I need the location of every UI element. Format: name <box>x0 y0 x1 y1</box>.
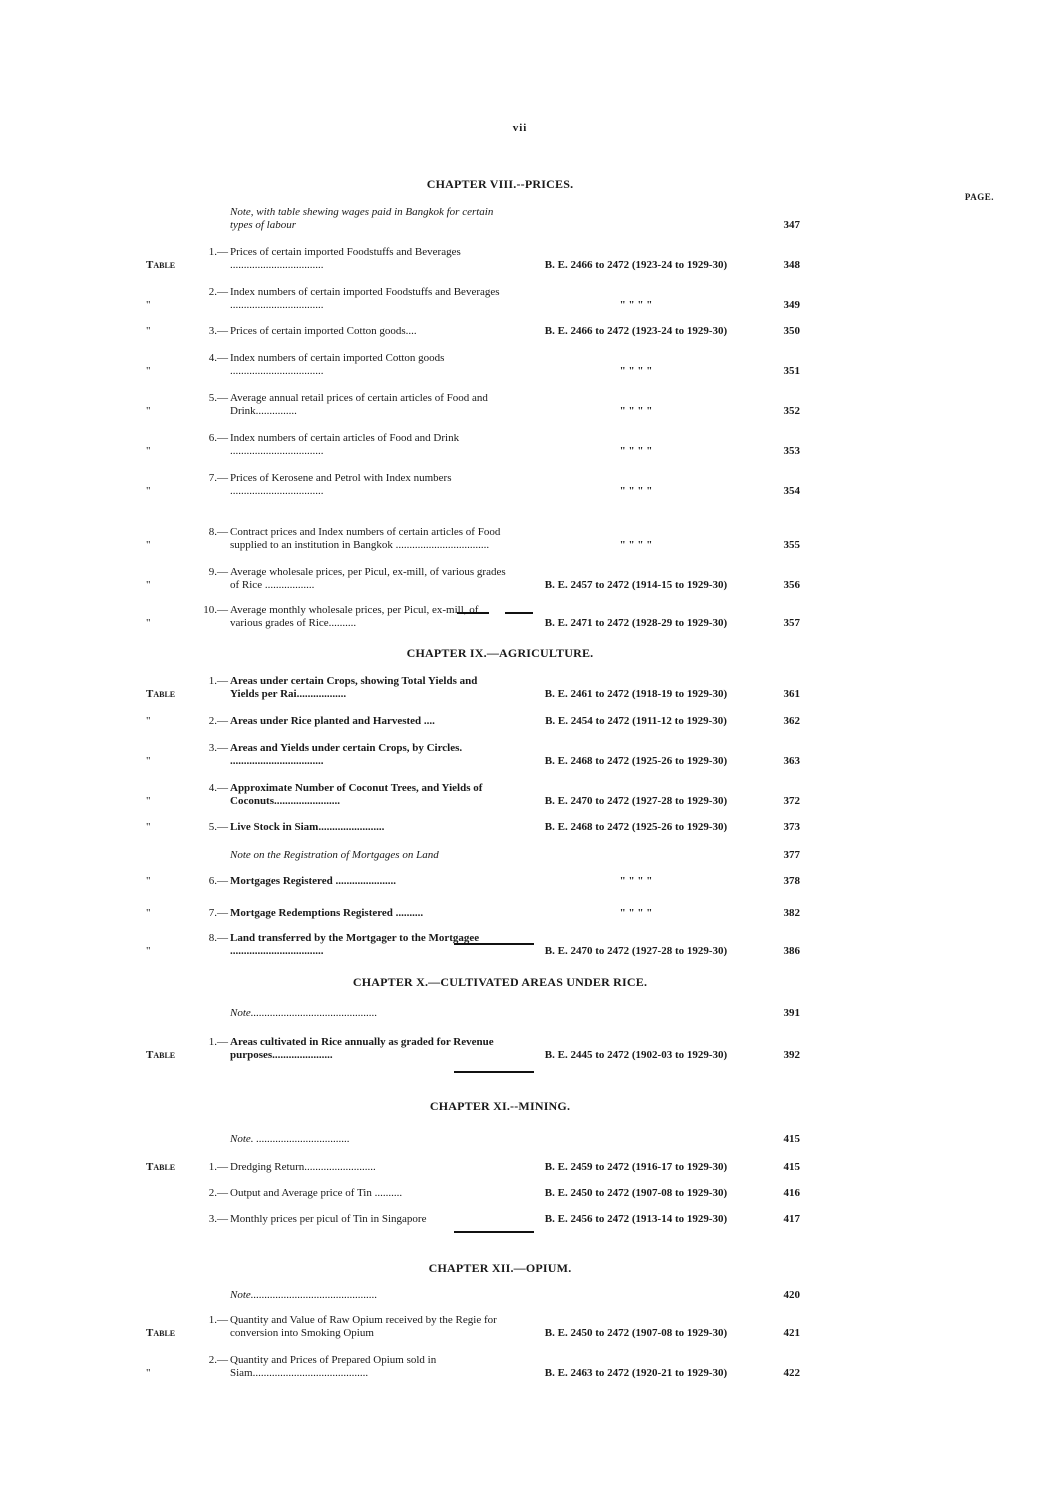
entry-page-number: 362 <box>783 715 800 727</box>
table-label: " <box>146 617 151 629</box>
entry-title: Index numbers of certain imported Cotton goods .................................. <box>230 352 445 377</box>
page-column-header: PAGE. <box>964 192 994 202</box>
entry-period: B. E. 2468 to 2472 (1925-26 to 1929-30) <box>544 755 728 767</box>
page-number: vii <box>512 122 528 134</box>
table-entry <box>0 276 1000 316</box>
entry-page-number: 373 <box>783 821 800 833</box>
chapter-opium <box>0 1260 1000 1384</box>
chapter-entries <box>0 998 1000 1066</box>
entry-number: 6.— <box>208 875 228 887</box>
entry-title: Note.............................................. <box>230 1289 378 1301</box>
table-label: Table <box>146 688 176 700</box>
table-label: Table <box>146 1161 176 1173</box>
table-label: " <box>146 445 151 457</box>
entry-period: B. E. 2471 to 2472 (1928-29 to 1929-30) <box>544 617 728 629</box>
entry-page-number: 382 <box>783 907 800 919</box>
entry-page-number: 356 <box>783 579 800 591</box>
entry-description <box>198 392 508 418</box>
table-entry <box>0 1204 1000 1230</box>
entry-period: B. E. 2461 to 2472 (1918-19 to 1929-30) <box>544 688 728 700</box>
entry-page-number: 357 <box>783 617 800 629</box>
entry-title: Mortgage Redemptions Registered .......... <box>230 907 424 919</box>
entry-description <box>198 849 508 862</box>
entry-number: 8.— <box>208 526 228 538</box>
chapter-agriculture <box>0 645 1000 962</box>
entry-page-number: 378 <box>783 875 800 887</box>
entry-title: Dredging Return.......................... <box>230 1161 376 1173</box>
entry-title: Areas cultivated in Rice annually as graded for Revenue purposes...................... <box>230 1036 494 1061</box>
entry-page-number: 361 <box>783 688 800 700</box>
entry-description <box>198 352 508 378</box>
entry-description <box>198 821 508 834</box>
entry-number: 8.— <box>208 932 228 944</box>
chapter-entries <box>0 1124 1000 1230</box>
entry-period: B. E. 2466 to 2472 (1923-24 to 1929-30) <box>544 325 728 337</box>
entry-title: Average wholesale prices, per Picul, ex-mill, of various grades of Rice .................. <box>230 566 506 591</box>
entry-page-number: 372 <box>783 795 800 807</box>
entry-number: 9.— <box>208 566 228 578</box>
table-entry <box>0 502 1000 556</box>
entry-title: Mortgages Registered ...................... <box>230 875 396 887</box>
table-label: " <box>146 875 151 887</box>
table-label: Table <box>146 1049 176 1061</box>
table-entry <box>0 705 1000 732</box>
entry-description <box>198 526 508 552</box>
table-label: " <box>146 715 151 727</box>
entry-number: 2.— <box>208 286 228 298</box>
entry-period: B. E. 2445 to 2472 (1902-03 to 1929-30) <box>544 1049 728 1061</box>
table-entry <box>0 812 1000 838</box>
note-entry <box>0 1286 1000 1306</box>
table-label: " <box>146 485 151 497</box>
entry-page-number: 353 <box>783 445 800 457</box>
entry-number: 5.— <box>208 821 228 833</box>
note-entry <box>0 1124 1000 1150</box>
entry-description <box>198 1007 508 1020</box>
entry-page-number: 351 <box>783 365 800 377</box>
entry-description <box>198 1354 508 1380</box>
entry-description <box>198 1314 508 1340</box>
table-label: " <box>146 325 151 337</box>
entry-title: Live Stock in Siam........................ <box>230 821 385 833</box>
table-label: " <box>146 579 151 591</box>
entry-page-number: 392 <box>783 1049 800 1061</box>
entry-page-number: 348 <box>783 259 800 271</box>
table-entry <box>0 671 1000 705</box>
note-entry <box>0 202 1000 236</box>
chapter-entries <box>0 671 1000 962</box>
chapter-title: CHAPTER XI.--MINING. <box>429 1099 571 1113</box>
entry-title: Note. .................................. <box>230 1133 350 1145</box>
note-entry <box>0 998 1000 1024</box>
entry-page-number: 349 <box>783 299 800 311</box>
entry-description <box>198 566 508 592</box>
entry-description <box>198 932 508 958</box>
entry-title: Note.............................................. <box>230 1007 378 1019</box>
entry-number: 10.— <box>203 604 228 616</box>
table-entry <box>0 596 1000 634</box>
table-entry <box>0 892 1000 924</box>
entry-description <box>198 1289 508 1302</box>
entry-title: Quantity and Value of Raw Opium received by the Regie for conversion into Smoking Opium <box>230 1314 497 1339</box>
entry-period: B. E. 2459 to 2472 (1916-17 to 1929-30) <box>544 1161 728 1173</box>
chapter-title: CHAPTER IX.—AGRICULTURE. <box>406 646 594 660</box>
entry-title: Prices of certain imported Foodstuffs and Beverages .................................. <box>230 246 461 271</box>
section-divider-right <box>505 612 533 614</box>
entry-period: " " " " <box>619 485 653 497</box>
entry-description <box>198 206 508 232</box>
entry-page-number: 415 <box>783 1133 800 1145</box>
section-divider-left <box>457 612 489 614</box>
entry-title: Areas under Rice planted and Harvested .... <box>230 715 435 727</box>
table-label: " <box>146 821 151 833</box>
table-label: " <box>146 365 151 377</box>
table-entry <box>0 236 1000 276</box>
entry-page-number: 347 <box>783 219 800 231</box>
table-entry <box>0 422 1000 462</box>
table-entry <box>0 342 1000 382</box>
entry-title: Areas and Yields under certain Crops, by Circles. .................................. <box>230 742 463 767</box>
entry-description <box>198 742 508 768</box>
entry-period: " " " " <box>619 365 653 377</box>
entry-number: 7.— <box>208 472 228 484</box>
entry-period: " " " " <box>619 539 653 551</box>
entry-period: B. E. 2457 to 2472 (1914-15 to 1929-30) <box>544 579 728 591</box>
chapter-title: CHAPTER X.—CULTIVATED AREAS UNDER RICE. <box>352 975 648 989</box>
entry-title: Monthly prices per picul of Tin in Singapore <box>230 1213 427 1225</box>
table-label: Table <box>146 1327 176 1339</box>
entry-page-number: 421 <box>783 1327 800 1339</box>
chapter-entries <box>0 1286 1000 1384</box>
entry-period: B. E. 2456 to 2472 (1913-14 to 1929-30) <box>544 1213 728 1225</box>
entry-period: " " " " <box>619 875 653 887</box>
entry-title: Contract prices and Index numbers of certain articles of Food supplied to an institution in Bangkok .................................. <box>230 526 501 551</box>
entry-page-number: 350 <box>783 325 800 337</box>
entry-page-number: 352 <box>783 405 800 417</box>
entry-number: 6.— <box>208 432 228 444</box>
entry-description <box>198 675 508 701</box>
table-label: Table <box>146 259 176 271</box>
entry-description <box>198 1161 508 1174</box>
section-divider <box>454 943 534 945</box>
table-entry <box>0 1178 1000 1204</box>
entry-page-number: 391 <box>783 1007 800 1019</box>
entry-number: 1.— <box>208 675 228 687</box>
entry-title: Output and Average price of Tin .......... <box>230 1187 403 1199</box>
entry-number: 1.— <box>208 1036 228 1048</box>
entry-page-number: 422 <box>783 1367 800 1379</box>
entry-description <box>198 875 508 888</box>
entry-title: Prices of Kerosene and Petrol with Index numbers .................................. <box>230 472 452 497</box>
entry-period: " " " " <box>619 299 653 311</box>
table-label: " <box>146 795 151 807</box>
entry-description <box>198 782 508 808</box>
entry-description <box>198 907 508 920</box>
chapter-rice-areas <box>0 974 1000 1066</box>
table-label: " <box>146 907 151 919</box>
entry-description <box>198 715 508 728</box>
entry-description <box>198 604 508 630</box>
entry-page-number: 363 <box>783 755 800 767</box>
chapter-title: CHAPTER XII.—OPIUM. <box>428 1261 572 1275</box>
entry-page-number: 415 <box>783 1161 800 1173</box>
entry-period: " " " " <box>619 907 653 919</box>
section-divider <box>454 1231 534 1233</box>
entry-number: 5.— <box>208 392 228 404</box>
table-entry <box>0 556 1000 596</box>
chapter-prices <box>0 176 1000 634</box>
entry-number: 3.— <box>208 1213 228 1225</box>
entry-page-number: 355 <box>783 539 800 551</box>
table-entry <box>0 1150 1000 1178</box>
entry-title: Note on the Registration of Mortgages on Land <box>230 849 439 861</box>
entry-description <box>198 286 508 312</box>
entry-description <box>198 1187 508 1200</box>
entry-title: Index numbers of certain articles of Food and Drink .................................. <box>230 432 460 457</box>
entry-title: Quantity and Prices of Prepared Opium sold in Siam.......................................... <box>230 1354 437 1379</box>
table-entry <box>0 382 1000 422</box>
entry-period: B. E. 2470 to 2472 (1927-28 to 1929-30) <box>544 945 728 957</box>
entry-description <box>198 1036 508 1062</box>
entry-period: B. E. 2468 to 2472 (1925-26 to 1929-30) <box>544 821 728 833</box>
table-entry <box>0 772 1000 812</box>
entry-title: Approximate Number of Coconut Trees, and Yields of Coconuts........................ <box>230 782 483 807</box>
table-label: " <box>146 945 151 957</box>
chapter-entries <box>0 202 1000 634</box>
entry-description <box>198 1133 508 1146</box>
table-entry <box>0 732 1000 772</box>
entry-period: B. E. 2454 to 2472 (1911-12 to 1929-30) <box>545 715 727 727</box>
entry-number: 1.— <box>208 1161 228 1173</box>
table-entry <box>0 1306 1000 1344</box>
entry-title: Prices of certain imported Cotton goods.... <box>230 325 417 337</box>
entry-page-number: 417 <box>783 1213 800 1225</box>
entry-description <box>198 246 508 272</box>
entry-number: 1.— <box>208 246 228 258</box>
entry-title: Average annual retail prices of certain articles of Food and Drink............... <box>230 392 488 417</box>
section-divider <box>454 1071 534 1073</box>
entry-description <box>198 325 508 338</box>
entry-number: 3.— <box>208 325 228 337</box>
entry-period: B. E. 2450 to 2472 (1907-08 to 1929-30) <box>544 1327 728 1339</box>
chapter-title: CHAPTER VIII.--PRICES. <box>426 177 574 191</box>
entry-page-number: 354 <box>783 485 800 497</box>
entry-page-number: 377 <box>783 849 800 861</box>
entry-description <box>198 432 508 458</box>
table-label: " <box>146 405 151 417</box>
entry-description <box>198 1213 508 1226</box>
entry-period: " " " " <box>619 405 653 417</box>
entry-period: " " " " <box>619 445 653 457</box>
entry-title: Areas under certain Crops, showing Total Yields and Yields per Rai.................. <box>230 675 478 700</box>
table-entry <box>0 316 1000 342</box>
entry-page-number: 420 <box>783 1289 800 1301</box>
entry-title: Index numbers of certain imported Foodstuffs and Beverages .................................. <box>230 286 500 311</box>
entry-number: 3.— <box>208 742 228 754</box>
table-entry <box>0 1024 1000 1066</box>
entry-number: 4.— <box>208 352 228 364</box>
entry-period: B. E. 2470 to 2472 (1927-28 to 1929-30) <box>544 795 728 807</box>
entry-number: 1.— <box>208 1314 228 1326</box>
entry-title: Note, with table shewing wages paid in Bangkok for certain types of labour <box>230 206 494 231</box>
note-entry <box>0 838 1000 866</box>
entry-number: 4.— <box>208 782 228 794</box>
entry-period: B. E. 2463 to 2472 (1920-21 to 1929-30) <box>544 1367 728 1379</box>
entry-period: B. E. 2466 to 2472 (1923-24 to 1929-30) <box>544 259 728 271</box>
entry-description <box>198 472 508 498</box>
entry-number: 7.— <box>208 907 228 919</box>
table-entry <box>0 1344 1000 1384</box>
entry-period: B. E. 2450 to 2472 (1907-08 to 1929-30) <box>544 1187 728 1199</box>
table-label: " <box>146 1367 151 1379</box>
entry-title: Average monthly wholesale prices, per Picul, ex-mill, of various grades of Rice.......... <box>230 604 479 629</box>
table-label: " <box>146 755 151 767</box>
table-entry <box>0 866 1000 892</box>
entry-number: 2.— <box>208 1187 228 1199</box>
entry-number: 2.— <box>208 715 228 727</box>
entry-number: 2.— <box>208 1354 228 1366</box>
entry-page-number: 386 <box>783 945 800 957</box>
entry-page-number: 416 <box>783 1187 800 1199</box>
table-entry <box>0 462 1000 502</box>
entry-title: Land transferred by the Mortgager to the Mortgagee .................................. <box>230 932 480 957</box>
table-label: " <box>146 299 151 311</box>
chapter-mining <box>0 1098 1000 1230</box>
table-label: " <box>146 539 151 551</box>
